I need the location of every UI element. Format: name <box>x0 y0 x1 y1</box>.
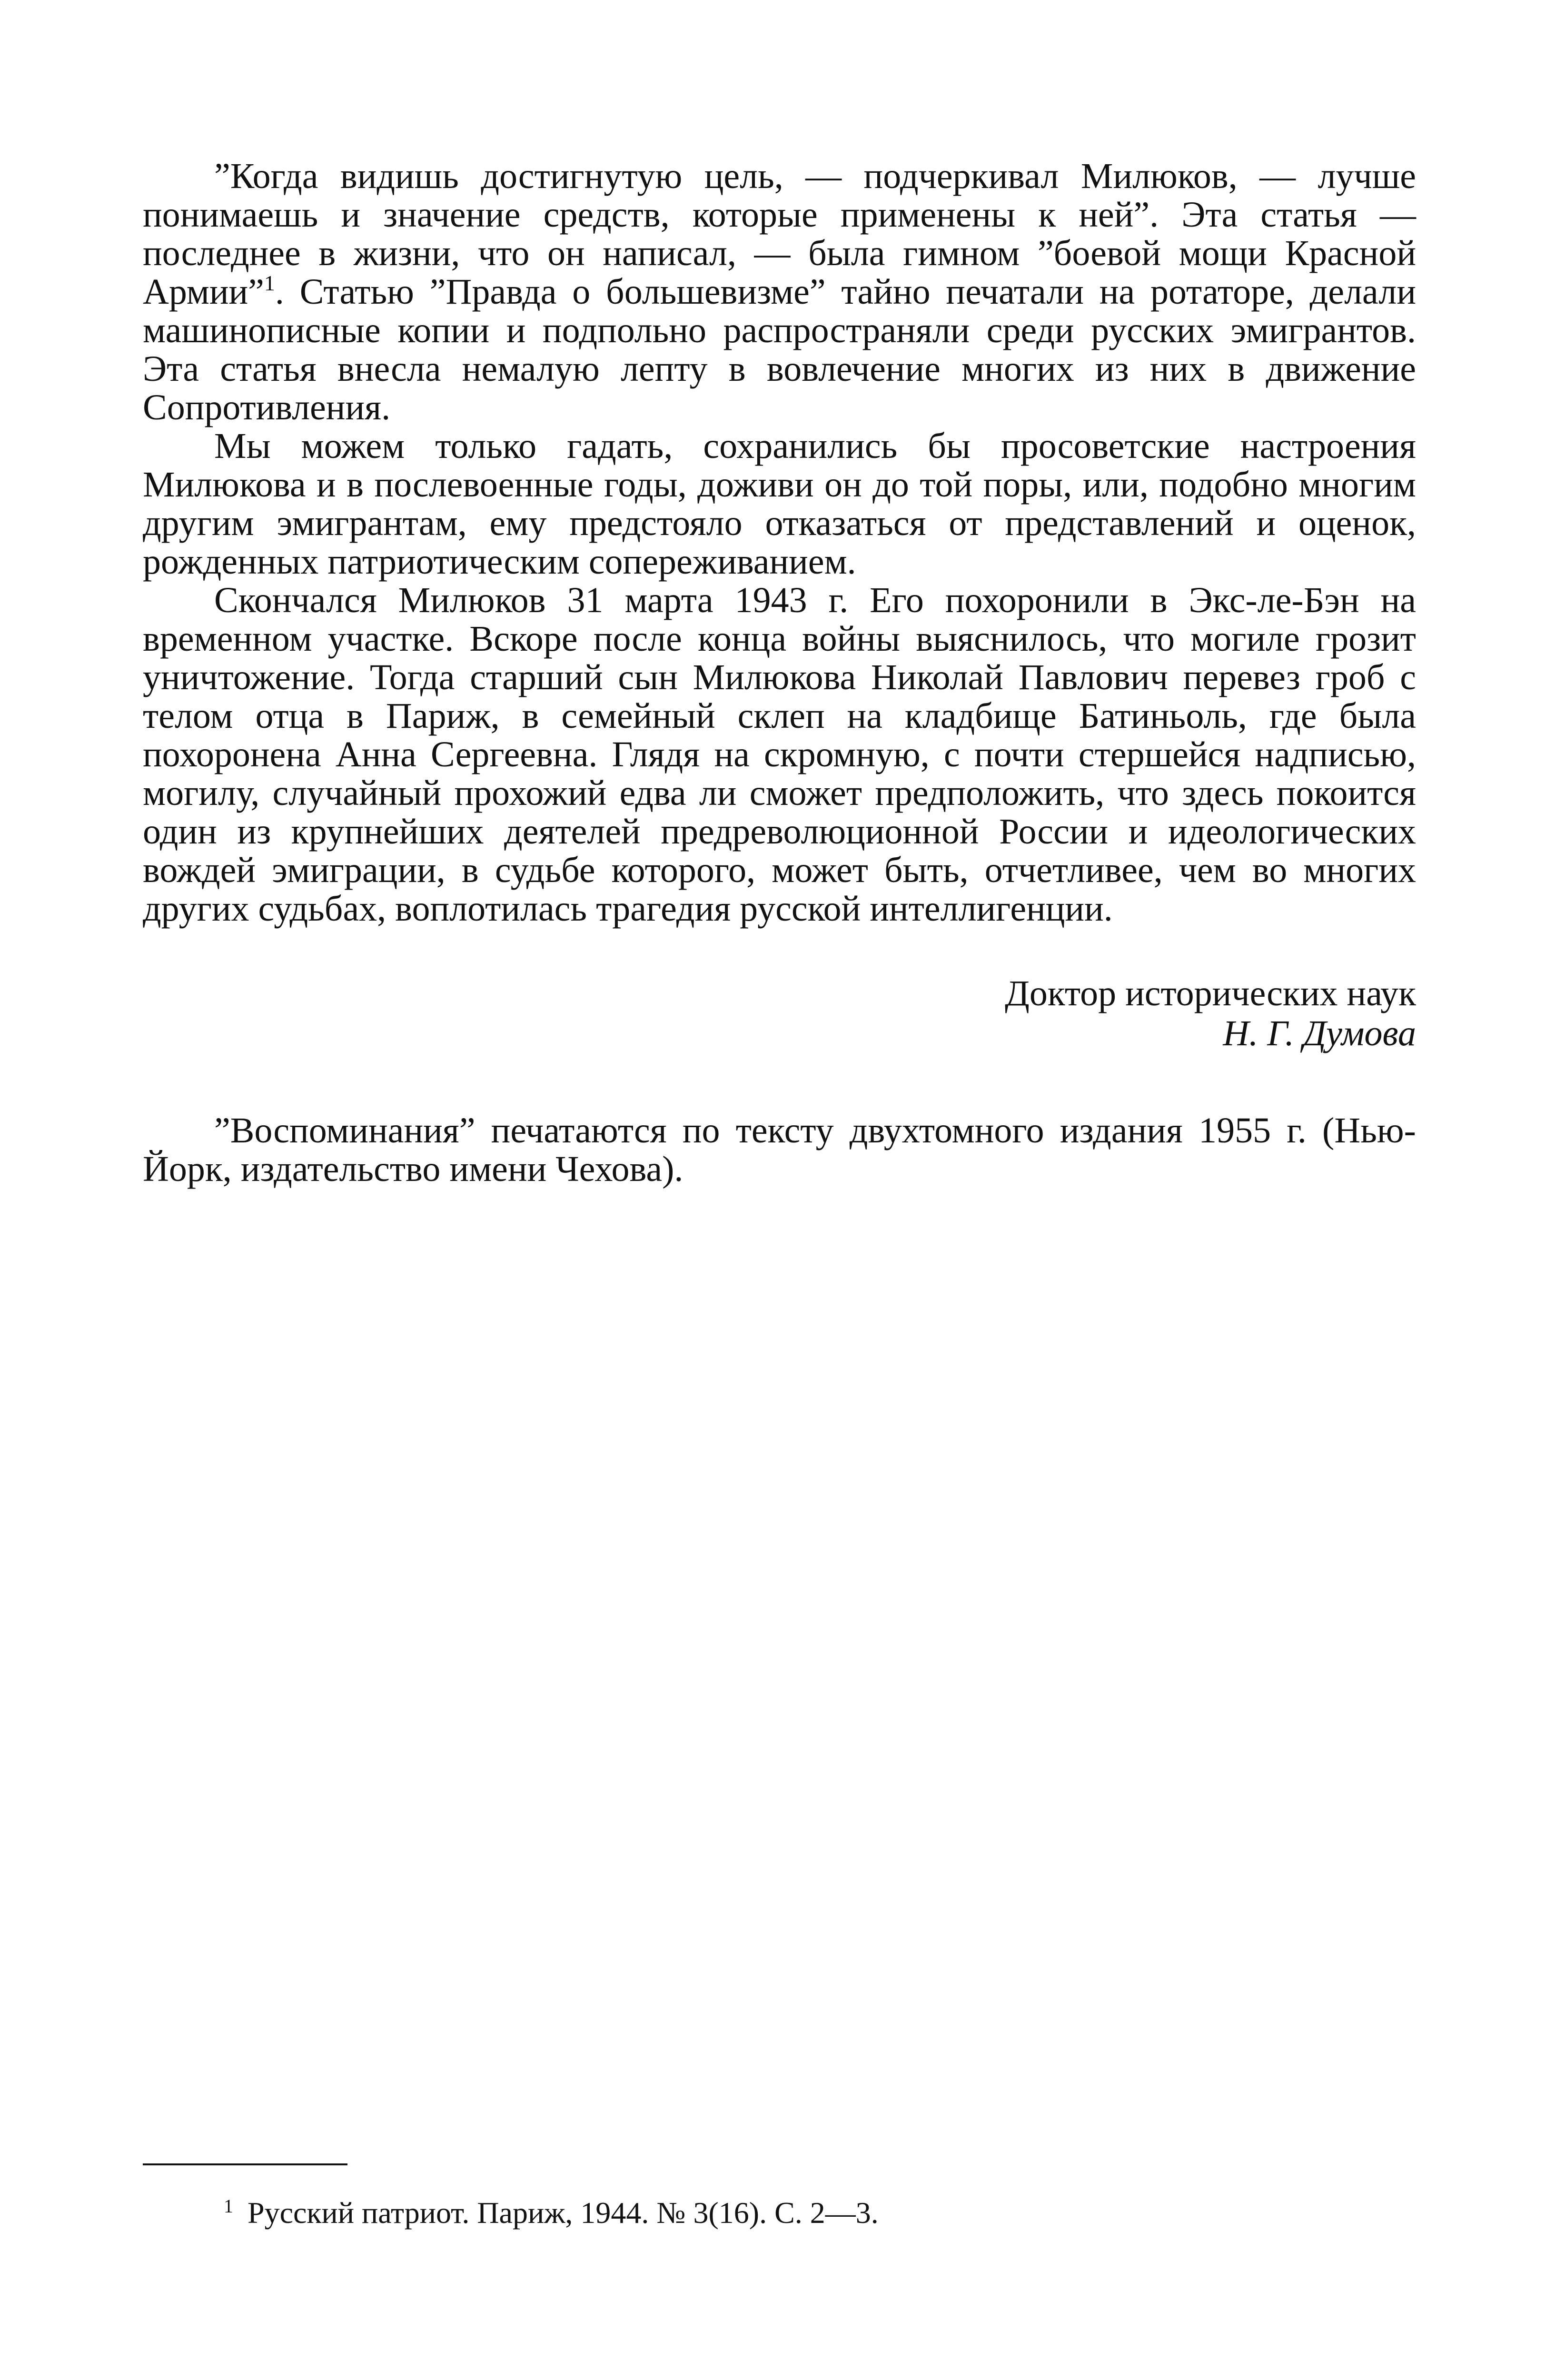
footnote <box>224 2190 879 2230</box>
footnote-reference: 1 <box>264 271 275 295</box>
paragraph-1-text-cont: . Статью ”Правда о большевизме” тайно печатали на ротаторе, делали машинописные копии и подпольно распространяли среди русских эмигрантов. Эта статья внесла немалую лепту в вовлечение многих из них в движение Сопротивления. <box>143 272 1416 427</box>
footnote-divider <box>143 2163 347 2165</box>
signature-block <box>1005 973 1416 1053</box>
paragraph-3: Скончался Милюков 31 марта 1943 г. Его похоронили в Экс-ле-Бэн на временном участке. Вскоре после конца войны выяснилось, что могиле грозит уничтожение. Тогда старший сын Милюкова Николай Павлович перевез гроб с телом отца в Париж, в семейный склеп на кладбище Батиньоль, где была похоронена Анна Сергеевна. Глядя на скромную, с почти стершейся надписью, могилу, случайный прохожий едва ли сможет предположить, что здесь покоится один из крупнейших деятелей предреволюционной России и идеологических вождей эмиграции, в судьбе которого, может быть, отчетливее, чем во многих других судьбах, воплотилась трагедия русской интеллигенции. <box>143 580 1416 929</box>
edition-note <box>143 1111 1416 1189</box>
paragraph-1-text: ”Когда видишь достигнутую цель, — подчеркивал Милюков, — лучше понимаешь и значение средств, которые применены к ней”. Эта статья — последнее в жизни, что он написал, — была гимном ”боевой мощи Красной Армии” <box>143 156 1416 312</box>
footnote-mark: 1 <box>224 2195 233 2217</box>
paragraph-2: Мы можем только гадать, сохранились бы просоветские настроения Милюкова и в послевоенные годы, доживи он до той поры, или, подобно многим другим эмигрантам, ему предстояло отказаться от представлений и оценок, рожденных патриотическим сопереживанием. <box>143 426 1416 582</box>
main-text <box>143 157 1416 928</box>
signature-name: Н. Г. Думова <box>1223 1013 1416 1053</box>
edition-note-text: ”Воспоминания” печатаются по тексту двухтомного издания 1955 г. (Нью-Йорк, издательство имени Чехова). <box>143 1111 1416 1189</box>
footnote-text: Русский патриот. Париж, 1944. № 3(16). С. 2—3. <box>248 2196 879 2230</box>
signature-title: Доктор исторических наук <box>1005 973 1416 1013</box>
paragraph-1 <box>143 157 1416 427</box>
